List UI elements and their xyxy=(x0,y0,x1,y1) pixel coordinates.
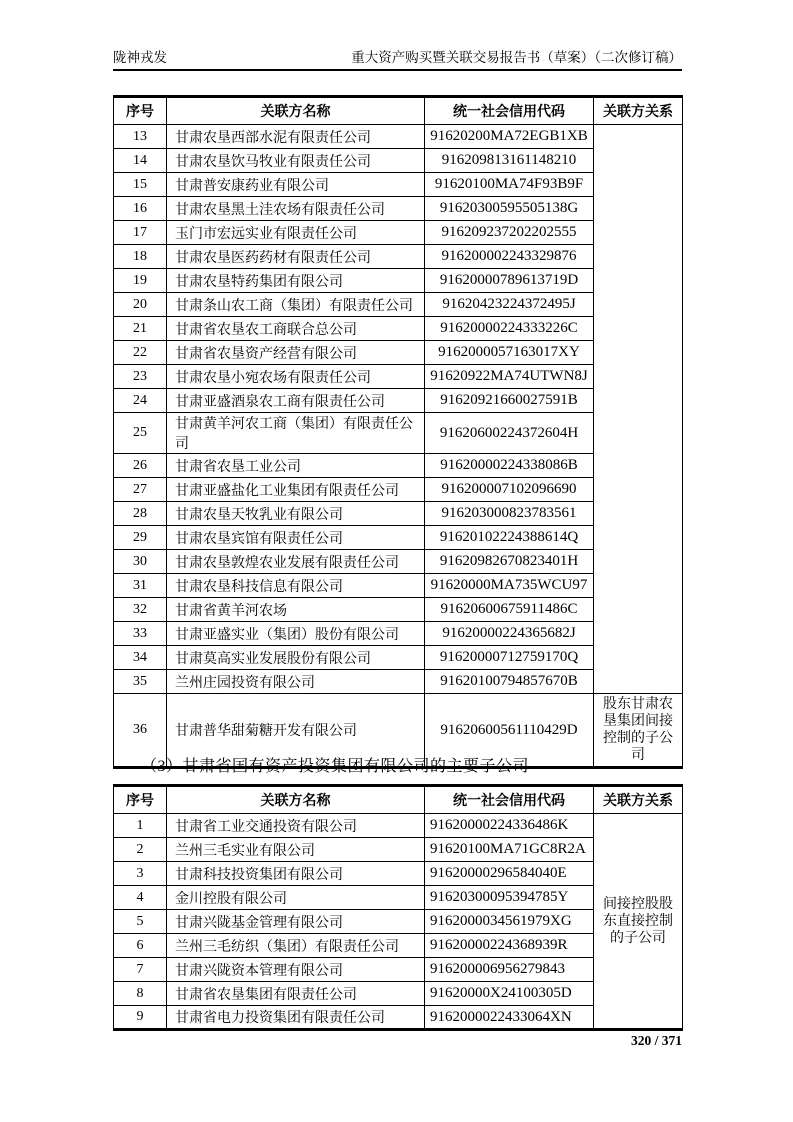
cell-serial-number: 36 xyxy=(114,694,167,768)
column-header-relationship: 关联方关系 xyxy=(594,97,683,125)
header-right-title: 重大资产购买暨关联交易报告书（草案）（二次修订稿） xyxy=(351,50,682,65)
cell-related-party-name: 甘肃农垦天牧乳业有限公司 xyxy=(167,502,425,526)
cell-credit-code: 916200006956279843 xyxy=(425,958,594,982)
cell-related-party-name: 甘肃省电力投资集团有限责任公司 xyxy=(167,1006,425,1030)
table-header-row xyxy=(114,786,683,814)
cell-serial-number: 4 xyxy=(114,886,167,910)
cell-related-party-name: 甘肃农垦黑土洼农场有限责任公司 xyxy=(167,197,425,221)
cell-related-party-name: 甘肃黄羊河农工商（集团）有限责任公司 xyxy=(167,413,425,454)
cell-serial-number: 8 xyxy=(114,982,167,1006)
table-row xyxy=(114,125,683,149)
cell-serial-number: 17 xyxy=(114,221,167,245)
cell-credit-code: 916209237202202555 xyxy=(425,221,594,245)
cell-credit-code: 9162000022433064XN xyxy=(425,1006,594,1030)
cell-credit-code: 91620100794857670B xyxy=(425,670,594,694)
cell-credit-code: 91620000224365682J xyxy=(425,622,594,646)
cell-serial-number: 9 xyxy=(114,1006,167,1030)
cell-serial-number: 5 xyxy=(114,910,167,934)
cell-related-party-name: 甘肃普华甜菊糖开发有限公司 xyxy=(167,694,425,768)
table-2 xyxy=(113,784,683,1031)
cell-serial-number: 32 xyxy=(114,598,167,622)
cell-credit-code: 91620000224336486K xyxy=(425,814,594,838)
cell-related-party-name: 甘肃农垦科技信息有限公司 xyxy=(167,574,425,598)
cell-credit-code: 916200002243329876 xyxy=(425,245,594,269)
cell-related-party-name: 金川控股有限公司 xyxy=(167,886,425,910)
cell-related-party-name: 兰州三毛纺织（集团）有限责任公司 xyxy=(167,934,425,958)
cell-serial-number: 16 xyxy=(114,197,167,221)
cell-serial-number: 3 xyxy=(114,862,167,886)
cell-related-party-name: 甘肃农垦特药集团有限公司 xyxy=(167,269,425,293)
cell-serial-number: 19 xyxy=(114,269,167,293)
cell-relationship: 股东甘肃农垦集团间接控制的子公司 xyxy=(594,694,683,768)
cell-related-party-name: 兰州庄园投资有限公司 xyxy=(167,670,425,694)
cell-related-party-name: 甘肃亚盛盐化工业集团有限责任公司 xyxy=(167,478,425,502)
cell-serial-number: 35 xyxy=(114,670,167,694)
cell-relationship-merged xyxy=(594,125,683,694)
cell-serial-number: 6 xyxy=(114,934,167,958)
cell-credit-code: 91620100MA71GC8R2A xyxy=(425,838,594,862)
cell-credit-code: 91620000X24100305D xyxy=(425,982,594,1006)
cell-credit-code: 9162000034561979XG xyxy=(425,910,594,934)
cell-related-party-name: 甘肃农垦宾馆有限责任公司 xyxy=(167,526,425,550)
page-header xyxy=(113,46,682,71)
cell-serial-number: 33 xyxy=(114,622,167,646)
cell-credit-code: 91620300595505138G xyxy=(425,197,594,221)
cell-credit-code: 9162000057163017XY xyxy=(425,341,594,365)
cell-serial-number: 20 xyxy=(114,293,167,317)
column-header-relationship: 关联方关系 xyxy=(594,786,683,814)
column-header-code: 统一社会信用代码 xyxy=(425,786,594,814)
cell-credit-code: 91620600675911486C xyxy=(425,598,594,622)
column-header-no: 序号 xyxy=(114,97,167,125)
cell-credit-code: 91620102224388614Q xyxy=(425,526,594,550)
cell-serial-number: 7 xyxy=(114,958,167,982)
cell-related-party-name: 兰州三毛实业有限公司 xyxy=(167,838,425,862)
cell-credit-code: 91620423224372495J xyxy=(425,293,594,317)
cell-serial-number: 29 xyxy=(114,526,167,550)
cell-credit-code: 91620300095394785Y xyxy=(425,886,594,910)
cell-related-party-name: 甘肃莫高实业发展股份有限公司 xyxy=(167,646,425,670)
related-party-table-2 xyxy=(113,784,683,1031)
related-party-table-1 xyxy=(113,95,683,769)
table-row xyxy=(114,814,683,838)
header-left-title: 陇神戎发 xyxy=(113,50,167,65)
cell-credit-code: 91620982670823401H xyxy=(425,550,594,574)
cell-serial-number: 13 xyxy=(114,125,167,149)
cell-related-party-name: 甘肃省工业交通投资有限公司 xyxy=(167,814,425,838)
cell-related-party-name: 甘肃农垦小宛农场有限责任公司 xyxy=(167,365,425,389)
cell-credit-code: 916200007102096690 xyxy=(425,478,594,502)
cell-related-party-name: 甘肃省农垦资产经营有限公司 xyxy=(167,341,425,365)
cell-related-party-name: 甘肃省农垦农工商联合总公司 xyxy=(167,317,425,341)
column-header-no: 序号 xyxy=(114,786,167,814)
cell-credit-code: 91620200MA72EGB1XB xyxy=(425,125,594,149)
table-1 xyxy=(113,95,683,769)
cell-related-party-name: 甘肃条山农工商（集团）有限责任公司 xyxy=(167,293,425,317)
cell-credit-code: 91620000224368939R xyxy=(425,934,594,958)
column-header-name: 关联方名称 xyxy=(167,97,425,125)
cell-serial-number: 21 xyxy=(114,317,167,341)
cell-serial-number: 26 xyxy=(114,454,167,478)
cell-serial-number: 28 xyxy=(114,502,167,526)
cell-credit-code: 91620921660027591B xyxy=(425,389,594,413)
cell-serial-number: 14 xyxy=(114,149,167,173)
page-number: 320 / 371 xyxy=(630,1033,682,1048)
section-heading: （3）甘肃省国有资产投资集团有限公司的主要子公司 xyxy=(141,758,530,775)
cell-related-party-name: 甘肃兴陇资本管理有限公司 xyxy=(167,958,425,982)
cell-related-party-name: 甘肃科技投资集团有限公司 xyxy=(167,862,425,886)
cell-related-party-name: 甘肃省农垦集团有限责任公司 xyxy=(167,982,425,1006)
cell-serial-number: 30 xyxy=(114,550,167,574)
cell-credit-code: 91620922MA74UTWN8J xyxy=(425,365,594,389)
cell-credit-code: 91620000224333226C xyxy=(425,317,594,341)
cell-credit-code: 91620600561110429D xyxy=(425,694,594,768)
column-header-name: 关联方名称 xyxy=(167,786,425,814)
cell-credit-code: 91620000789613719D xyxy=(425,269,594,293)
cell-serial-number: 22 xyxy=(114,341,167,365)
cell-serial-number: 2 xyxy=(114,838,167,862)
cell-credit-code: 91620000224338086B xyxy=(425,454,594,478)
cell-credit-code: 91620000MA735WCU97 xyxy=(425,574,594,598)
cell-serial-number: 25 xyxy=(114,413,167,454)
cell-serial-number: 24 xyxy=(114,389,167,413)
column-header-code: 统一社会信用代码 xyxy=(425,97,594,125)
cell-related-party-name: 玉门市宏远实业有限责任公司 xyxy=(167,221,425,245)
cell-credit-code: 91620100MA74F93B9F xyxy=(425,173,594,197)
cell-serial-number: 23 xyxy=(114,365,167,389)
cell-serial-number: 34 xyxy=(114,646,167,670)
cell-related-party-name: 甘肃亚盛实业（集团）股份有限公司 xyxy=(167,622,425,646)
cell-credit-code: 916209813161148210 xyxy=(425,149,594,173)
cell-credit-code: 91620600224372604H xyxy=(425,413,594,454)
cell-serial-number: 1 xyxy=(114,814,167,838)
cell-related-party-name: 甘肃亚盛酒泉农工商有限责任公司 xyxy=(167,389,425,413)
cell-serial-number: 31 xyxy=(114,574,167,598)
cell-related-party-name: 甘肃农垦医药药材有限责任公司 xyxy=(167,245,425,269)
cell-related-party-name: 甘肃农垦西部水泥有限责任公司 xyxy=(167,125,425,149)
cell-related-party-name: 甘肃省黄羊河农场 xyxy=(167,598,425,622)
cell-serial-number: 27 xyxy=(114,478,167,502)
cell-related-party-name: 甘肃省农垦工业公司 xyxy=(167,454,425,478)
cell-related-party-name: 甘肃普安康药业有限公司 xyxy=(167,173,425,197)
cell-credit-code: 91620000712759170Q xyxy=(425,646,594,670)
cell-related-party-name: 甘肃农垦饮马牧业有限责任公司 xyxy=(167,149,425,173)
table-header-row xyxy=(114,97,683,125)
cell-credit-code: 916203000823783561 xyxy=(425,502,594,526)
cell-relationship-merged: 间接控股股东直接控制的子公司 xyxy=(594,814,683,1030)
cell-related-party-name: 甘肃兴陇基金管理有限公司 xyxy=(167,910,425,934)
cell-credit-code: 91620000296584040E xyxy=(425,862,594,886)
cell-serial-number: 15 xyxy=(114,173,167,197)
cell-serial-number: 18 xyxy=(114,245,167,269)
cell-related-party-name: 甘肃农垦敦煌农业发展有限责任公司 xyxy=(167,550,425,574)
